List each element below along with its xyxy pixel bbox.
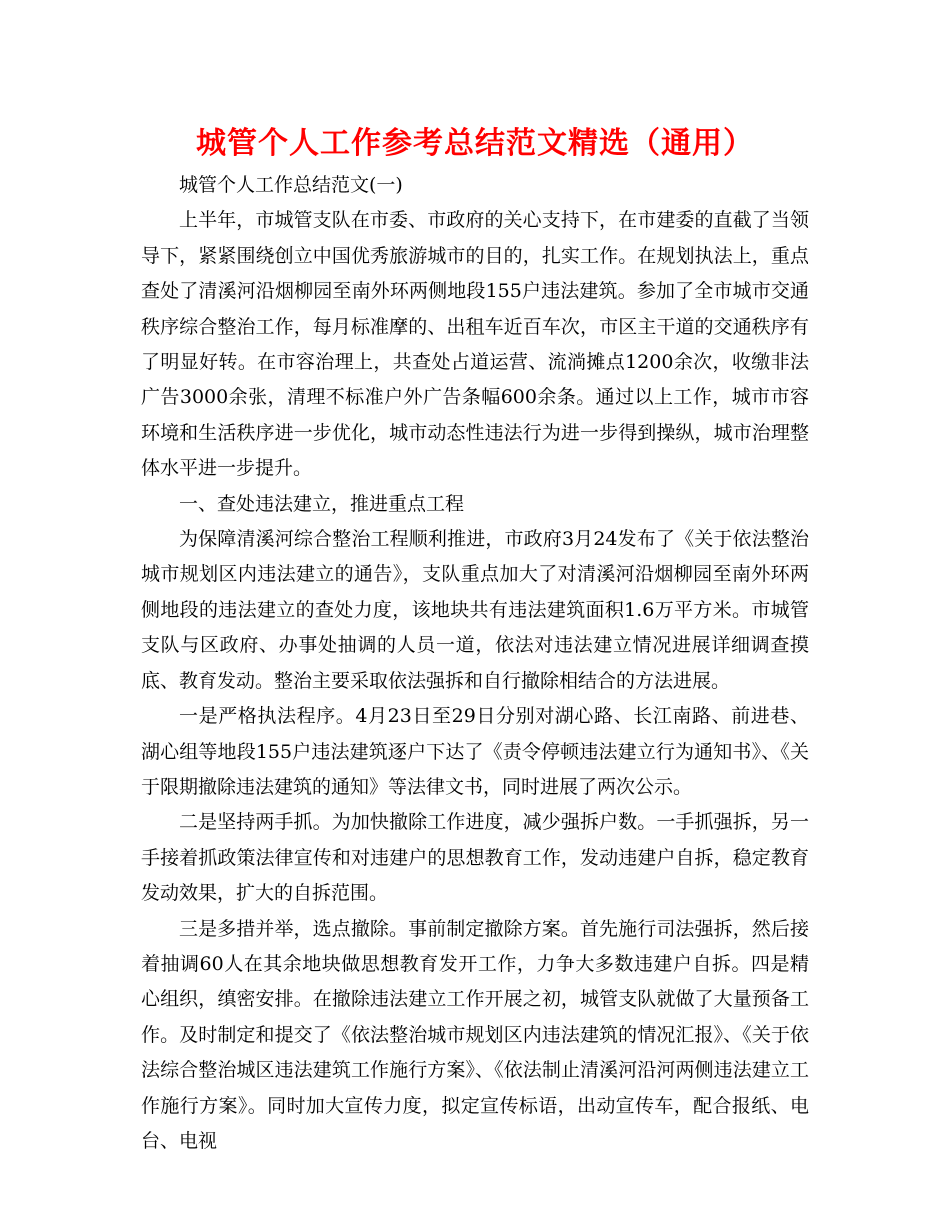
paragraph: 一是严格执法程序。4月23日至29日分别对湖心路、长江南路、前进巷、湖心组等地段155户违法建筑逐户下达了《责令停顿违法建立行为通知书》、《关于限期撤除违法建筑的通知》等法律文书，同时进展了两次公示。 xyxy=(141,705,809,798)
paragraph: 为保障清溪河综合整治工程顺利推进，市政府3月24发布了《关于依法整治城市规划区内违法建立的通告》，支队重点加大了对清溪河沿烟柳园至南外环两侧地段的违法建立的查处力度，该地块共有违法建筑面积1.6万平方米。市城管支队与区政府、办事处抽调的人员一道，依法对违法建立情况进展详细调查摸底、教育发动。整治主要采取依法强拆和自行撤除相结合的方法进展。 xyxy=(141,528,809,692)
paragraph: 三是多措并举，选点撤除。事前制定撤除方案。首先施行司法强拆，然后接着抽调60人在其余地块做思想教育发开工作，力争大多数违建户自拆。四是精心组织，缜密安排。在撤除违法建立工作开展之初，城管支队就做了大量预备工作。及时制定和提交了《依法整治城市规划区内违法建筑的情况汇报》、《关于依法综合整治城区违法建筑工作施行方案》、《依法制止清溪河沿河两侧违法建立工作施行方案》。同时加大宣传力度，拟定宣传标语，出动宣传车，配合报纸、电台、电视 xyxy=(141,917,809,1152)
document-body xyxy=(141,168,809,1159)
paragraph: 上半年，市城管支队在市委、市政府的关心支持下，在市建委的直截了当领导下，紧紧围绕创立中国优秀旅游城市的目的，扎实工作。在规划执法上，重点查处了清溪河沿烟柳园至南外环两侧地段155户违法建筑。参加了全市城市交通秩序综合整治工作，每月标准摩的、出租车近百车次，市区主干道的交通秩序有了明显好转。在市容治理上，共查处占道运营、流淌摊点1200余次，收缴非法广告3000余张，清理不标准户外广告条幅600余条。通过以上工作，城市市容环境和生活秩序进一步优化，城市动态性违法行为进一步得到操纵，城市治理整体水平进一步提升。 xyxy=(141,209,809,480)
section-subtitle: 城管个人工作总结范文(一) xyxy=(179,174,403,196)
document-title: 城管个人工作参考总结范文精选（通用） xyxy=(196,126,754,161)
paragraph: 二是坚持两手抓。为加快撤除工作进度，减少强拆户数。一手抓强拆，另一手接着抓政策法律宣传和对违建户的思想教育工作，发动违建户自拆，稳定教育发动效果，扩大的自拆范围。 xyxy=(141,811,809,905)
section-heading: 一、查处违法建立，推进重点工程 xyxy=(179,492,465,515)
